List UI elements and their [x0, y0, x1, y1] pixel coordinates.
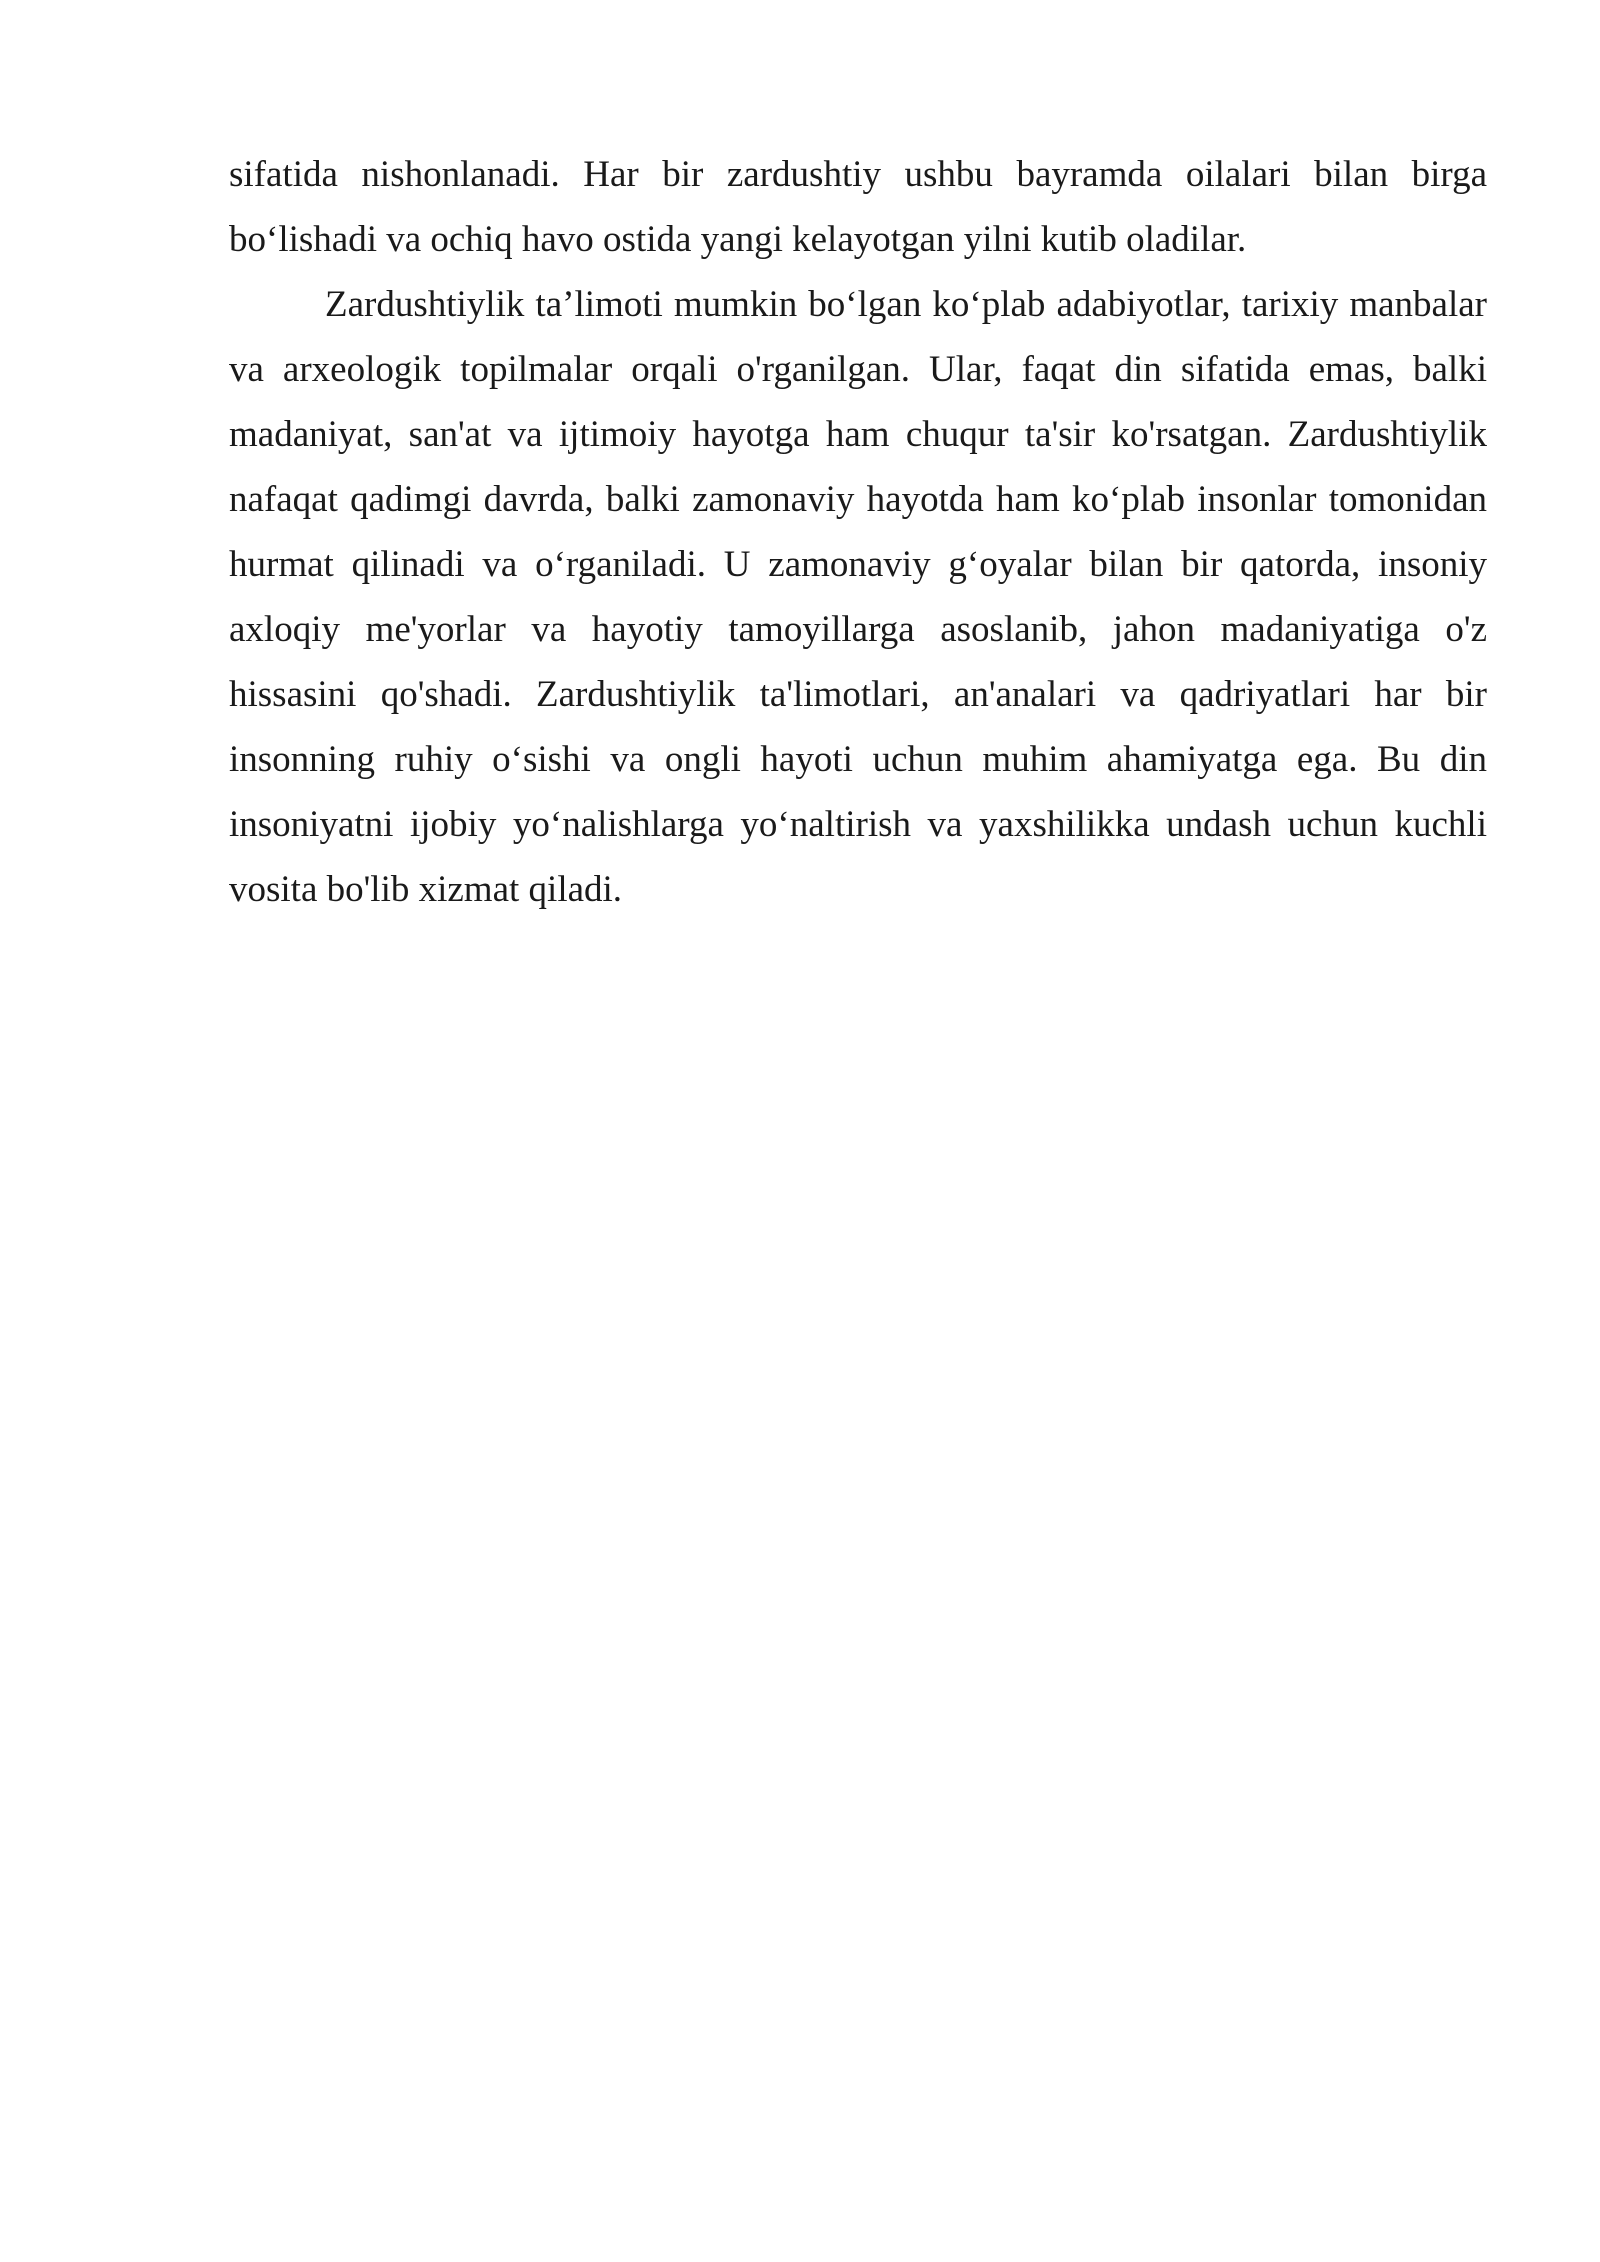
paragraph-continuation: sifatida nishonlanadi. Har bir zardushtiy ushbu bayramda oilalari bilan birga bo‘lishadi va ochiq havo ostida yangi kelayotgan yilni kutib oladilar.	[229, 154, 1487, 260]
body-text	[229, 142, 1487, 922]
paragraph-zardushtiylik-talimoti: Zardushtiylik ta’limoti mumkin bo‘lgan ko‘plab adabiyotlar, tarixiy manbalar va arxeologik topilmalar orqali o'rganilgan. Ular, faqat din sifatida emas, balki madaniyat, san'at va ijtimoiy hayotga ham chuqur ta'sir ko'rsatgan. Zardushtiylik nafaqat qadimgi davrda, balki zamonaviy hayotda ham ko‘plab insonlar tomonidan hurmat qilinadi va o‘rganiladi. U zamonaviy g‘oyalar bilan bir qatorda, insoniy axloqiy me'yorlar va hayotiy tamoyillarga asoslanib, jahon madaniyatiga o'z hissasini qo'shadi. Zardushtiylik ta'limotlari, an'analari va qadriyatlari har bir insonning ruhiy o‘sishi va ongli hayoti uchun muhim ahamiyatga ega. Bu din insoniyatni ijobiy yo‘nalishlarga yo‘naltirish va yaxshilikka undash uchun kuchli vosita bo'lib xizmat qiladi.	[229, 284, 1487, 910]
